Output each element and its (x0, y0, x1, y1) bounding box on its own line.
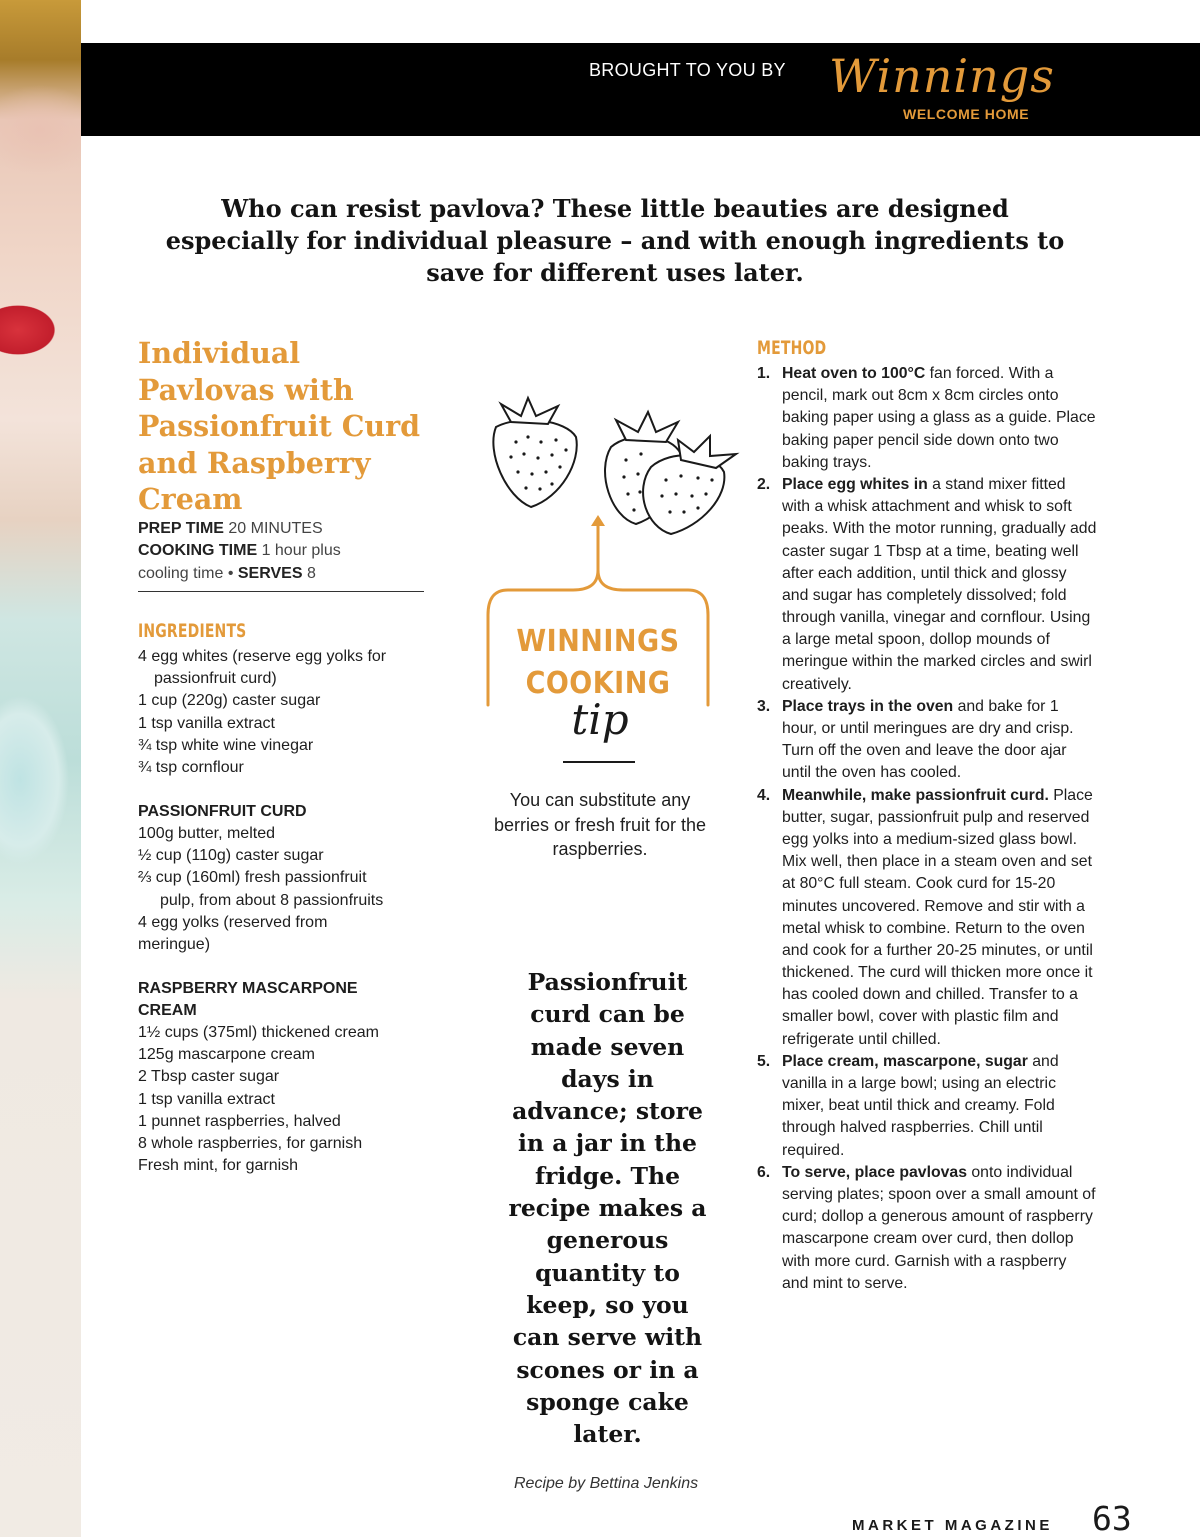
step-lead: Meanwhile, make passionfruit curd. (782, 786, 1049, 804)
side-food-photo (0, 0, 81, 1537)
recipe-title-line: Cream (138, 482, 243, 516)
step-number: 3. (757, 697, 771, 715)
ingredient-item: 1 tsp vanilla extract (138, 714, 275, 732)
step-number: 6. (757, 1163, 771, 1181)
ingredient-item: 1 tsp vanilla extract (138, 1090, 275, 1108)
brought-to-you-by-text: BROUGHT TO YOU BY (589, 60, 786, 80)
ingredient-item: 125g mascarpone cream (138, 1046, 315, 1064)
recipe-title-line: Individual (138, 336, 301, 370)
method-step (757, 363, 1097, 474)
magazine-name: MARKET MAGAZINE (852, 1517, 1053, 1534)
tip-title-line: COOKING (525, 666, 671, 701)
cream-subheading-line: CREAM (138, 1002, 197, 1020)
meringue-ingredient-list (138, 646, 438, 779)
cream-ingredient-list (138, 1022, 438, 1177)
tip-title-line: WINNINGS (516, 624, 680, 659)
step-text: and vanilla in a large bowl; using an electric mixer, beat until thick and creamy. Fold through halved raspberries. Chill until required. (782, 1052, 1059, 1159)
cooking-time-label: COOKING TIME (138, 542, 258, 560)
ingredient-item: 8 whole raspberries, for garnish (138, 1135, 363, 1153)
ingredient-item: 100g butter, melted (138, 825, 275, 842)
recipe-title-line: and Raspberry (138, 445, 371, 480)
ingredient-item: ½ cup (110g) caster sugar (138, 847, 324, 865)
step-lead: To serve, place pavlovas (782, 1163, 967, 1181)
ingredient-item: Fresh mint, for garnish (138, 1157, 299, 1175)
cream-subheading (138, 978, 358, 1022)
method-step (757, 1051, 1097, 1162)
ingredient-item: 1 punnet raspberries, halved (138, 1112, 341, 1130)
step-number: 5. (757, 1052, 771, 1070)
method-step (757, 1162, 1097, 1295)
cream-subheading-line: RASPBERRY MASCARPONE (138, 980, 358, 997)
recipe-meta (138, 518, 428, 585)
step-lead: Place cream, mascarpone, sugar (782, 1052, 1028, 1070)
step-text: a stand mixer fitted with a whisk attachment and whisk to soft peaks. With the motor running, gradually add caster sugar 1 Tbsp at a time, beating well after each addition, until thick and glossy and sugar has completely dissolved; fold through vanilla, vinegar and cornflour. Using a large metal spoon, dollop mounds of meringue within the marked circles and swirl creatively. (782, 475, 1097, 693)
tip-script-word: tip (571, 695, 629, 744)
recipe-title-line: Passionfruit Curd (138, 409, 421, 443)
ingredient-item: 1 cup (220g) caster sugar (138, 692, 321, 710)
winnings-logo (829, 49, 1099, 129)
tip-text: You can substitute any berries or fresh fruit for the raspberries. (493, 790, 707, 859)
method-step (757, 474, 1097, 696)
ingredient-item: 4 egg yolks (reserved from (138, 913, 328, 931)
recipe-credit: Recipe by Bettina Jenkins (514, 1475, 699, 1492)
ingredient-item: ¾ tsp cornflour (138, 759, 244, 777)
winnings-logo-tagline: WELCOME HOME (903, 106, 1030, 122)
curd-subheading: PASSIONFRUIT CURD (138, 803, 307, 820)
recipe-title (138, 335, 438, 518)
step-text: Place butter, sugar, passionfruit pulp and reserved egg yolks into a medium-sized glass bowl. Mix well, then place in a steam oven and set at 80°C full steam. Cook curd for 15-20 minutes uncovered. Remove and stir with a metal whisk to combine. Return to the oven and cook for a further 20-25 minutes, or until thickened. The curd will thicken more once it has cooled down and chilled. Transfer to a smaller bowl, cover with plastic film and refrigerate until chilled. (782, 786, 1093, 1048)
ingredients-heading: INGREDIENTS (138, 620, 247, 642)
serves-value: 8 (306, 564, 316, 582)
ingredient-item: ¾ tsp white wine vinegar (138, 736, 314, 754)
step-number: 1. (757, 365, 771, 382)
step-text: and bake for 1 hour, or until meringues are dry and crisp. Turn off the oven and leave the door ajar until the oven has cooled. (782, 697, 1074, 782)
prep-time-label: PREP TIME (138, 520, 224, 537)
ingredient-item: 1½ cups (375ml) thickened cream (138, 1024, 379, 1041)
cooking-time-value: 1 hour plus (261, 542, 341, 560)
step-lead: Place egg whites in (782, 475, 928, 493)
pull-quote: Passionfruit curd can be made seven days in advance; store in a jar in the fridge. The recipe makes a generous quantity to keep, so you can serve with scones or in a sponge cake later. (508, 968, 707, 1449)
method-step (757, 785, 1097, 1051)
step-text: fan forced. With a pencil, mark out 8cm x 8cm circles onto baking paper using a glass as a guide. Place baking paper pencil side down onto two baking trays. (782, 365, 1096, 471)
page-number: 63 (1092, 1499, 1132, 1537)
sponsor-banner (81, 43, 1200, 136)
recipe-title-line: Pavlovas with (138, 372, 354, 407)
ingredient-item: pulp, from about 8 passionfruits (160, 891, 384, 909)
ingredient-item: ⅔ cup (160ml) fresh passionfruit (138, 869, 367, 887)
ingredient-item: 2 Tbsp caster sugar (138, 1068, 280, 1086)
step-lead: Heat oven to 100°C (782, 365, 926, 382)
tip-underline (563, 761, 635, 763)
step-lead: Place trays in the oven (782, 697, 954, 715)
tip-title (488, 621, 708, 705)
divider-rule (138, 591, 424, 592)
step-number: 4. (757, 786, 771, 804)
method-heading: METHOD (757, 337, 827, 359)
ingredient-item: passionfruit curd) (154, 670, 277, 688)
serves-label: SERVES (237, 564, 303, 582)
method-step (757, 696, 1097, 785)
curd-ingredient-list (138, 823, 438, 956)
prep-time-value: 20 MINUTES (228, 520, 323, 537)
step-text: onto individual serving plates; spoon over a small amount of curd; dollop a generous amount of raspberry mascarpone cream over curd, then dollop with more curd. Garnish with a raspberry and mint to serve. (782, 1163, 1096, 1292)
step-number: 2. (757, 475, 771, 493)
ingredient-item: meringue) (138, 936, 211, 954)
method-steps (757, 363, 1097, 1295)
winnings-logo-word: Winnings (829, 49, 1055, 103)
cooking-time-value-cont: cooling time • (138, 564, 234, 582)
intro-text: Who can resist pavlova? These little beauties are designed especially for individual pleasure – and with enough ingredients to save for different uses later. (165, 194, 1065, 287)
ingredient-item: 4 egg whites (reserve egg yolks for (138, 648, 387, 665)
